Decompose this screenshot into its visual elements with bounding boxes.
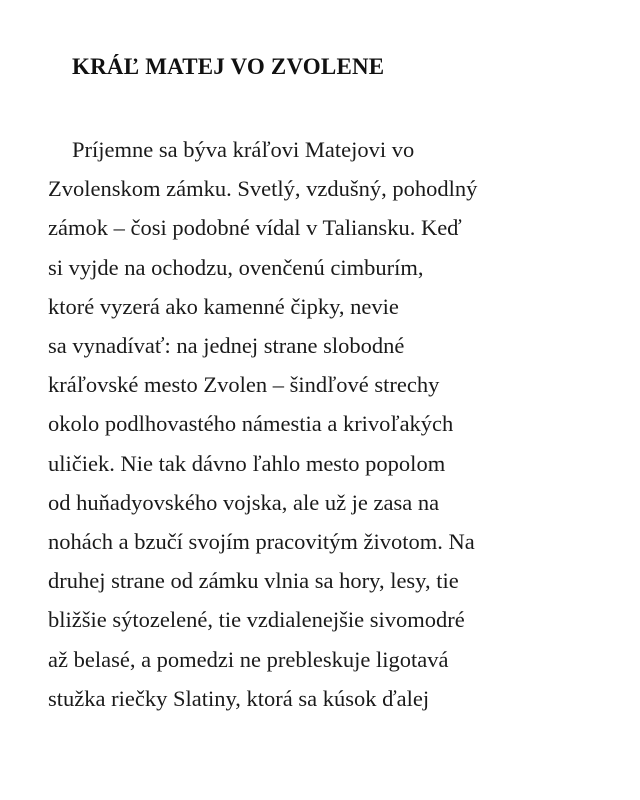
text-line-1: Príjemne sa býva kráľovi Matejovi vo	[72, 137, 415, 162]
text-line-3: zámok – čosi podobné vídal v Taliansku. Keď	[48, 215, 462, 241]
text-line-12: druhej strane od zámku vlnia sa hory, lesy, tie	[48, 568, 459, 594]
text-line-8: okolo podlhovastého námestia a krivoľakých	[48, 411, 454, 437]
text-line-5: ktoré vyzerá ako kamenné čipky, nevie	[48, 293, 399, 319]
text-line-14: až belasé, a pomedzi ne prebleskuje ligotavá	[48, 646, 449, 672]
text-line-4: si vyjde na ochodzu, ovenčenú cimburím,	[48, 254, 424, 280]
text-line-6: sa vynadívať: na jednej strane slobodné	[48, 333, 405, 359]
text-line-2: Zvolenskom zámku. Svetlý, vzdušný, pohodlný	[48, 176, 478, 202]
text-line-11: nohách a bzučí svojím pracovitým životom. Na	[48, 529, 475, 555]
text-line-7: kráľovské mesto Zvolen – šindľové strechy	[48, 372, 440, 398]
text-line-9: uličiek. Nie tak dávno ľahlo mesto popolom	[48, 450, 446, 476]
text-line-10: od huňadyovského vojska, ale už je zasa na	[48, 489, 440, 515]
text-line-15: stužka riečky Slatiny, ktorá sa kúsok ďalej	[48, 685, 430, 711]
chapter-body	[48, 130, 608, 718]
text-line-13: bližšie sýtozelené, tie vzdialenejšie sivomodré	[48, 607, 465, 633]
chapter-title: KRÁĽ MATEJ VO ZVOLENE	[72, 54, 385, 79]
